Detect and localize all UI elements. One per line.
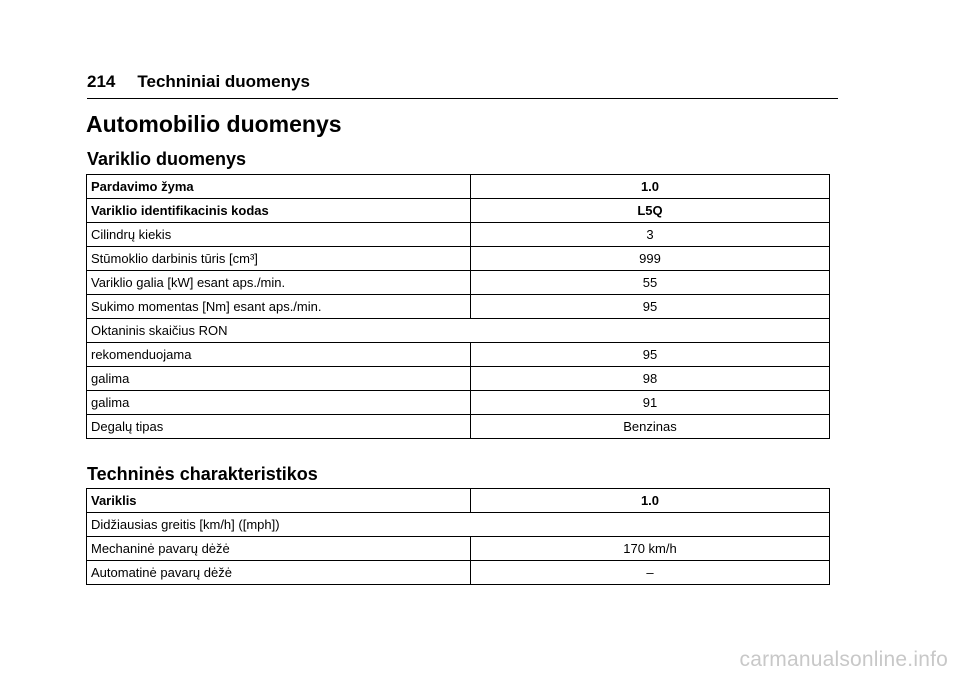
table-row bbox=[87, 391, 830, 415]
performance-data-table bbox=[86, 488, 830, 585]
row-label: Pardavimo žyma bbox=[87, 175, 471, 199]
row-value: 3 bbox=[471, 223, 830, 247]
table-row bbox=[87, 537, 830, 561]
table-row bbox=[87, 343, 830, 367]
row-value: Benzinas bbox=[471, 415, 830, 439]
row-value: 1.0 bbox=[471, 175, 830, 199]
row-value: 95 bbox=[471, 343, 830, 367]
header-section-title: Techniniai duomenys bbox=[137, 72, 310, 91]
row-label: Mechaninė pavarų dėžė bbox=[87, 537, 471, 561]
row-label: Stūmoklio darbinis tūris [cm³] bbox=[87, 247, 471, 271]
table-row bbox=[87, 199, 830, 223]
table-row bbox=[87, 415, 830, 439]
row-label: Didžiausias greitis [km/h] ([mph]) bbox=[87, 513, 830, 537]
row-label: galima bbox=[87, 391, 471, 415]
row-value: 98 bbox=[471, 367, 830, 391]
table-row bbox=[87, 247, 830, 271]
table-row bbox=[87, 271, 830, 295]
row-value: 95 bbox=[471, 295, 830, 319]
row-value: 170 km/h bbox=[471, 537, 830, 561]
table-row bbox=[87, 295, 830, 319]
page-header bbox=[87, 72, 838, 99]
row-value: 1.0 bbox=[471, 489, 830, 513]
row-label: Variklio galia [kW] esant aps./min. bbox=[87, 271, 471, 295]
row-value: L5Q bbox=[471, 199, 830, 223]
row-value: – bbox=[471, 561, 830, 585]
table-row bbox=[87, 561, 830, 585]
engine-data-table bbox=[86, 174, 830, 439]
row-label: Automatinė pavarų dėžė bbox=[87, 561, 471, 585]
row-value: 55 bbox=[471, 271, 830, 295]
table-row bbox=[87, 367, 830, 391]
row-value: 999 bbox=[471, 247, 830, 271]
row-value: 91 bbox=[471, 391, 830, 415]
watermark: carmanualsonline.info bbox=[739, 648, 948, 671]
page-number: 214 bbox=[87, 72, 116, 91]
table-row bbox=[87, 319, 830, 343]
table-row bbox=[87, 489, 830, 513]
row-label: galima bbox=[87, 367, 471, 391]
page-title: Automobilio duomenys bbox=[86, 111, 342, 137]
row-label: Oktaninis skaičius RON bbox=[87, 319, 830, 343]
engine-section-title: Variklio duomenys bbox=[87, 149, 247, 169]
table-row bbox=[87, 513, 830, 537]
row-label: Sukimo momentas [Nm] esant aps./min. bbox=[87, 295, 471, 319]
table-row bbox=[87, 175, 830, 199]
table-row bbox=[87, 223, 830, 247]
row-label: Variklio identifikacinis kodas bbox=[87, 199, 471, 223]
performance-section-title: Techninės charakteristikos bbox=[87, 464, 318, 484]
row-label: Variklis bbox=[87, 489, 471, 513]
row-label: Cilindrų kiekis bbox=[87, 223, 471, 247]
row-label: rekomenduojama bbox=[87, 343, 471, 367]
row-label: Degalų tipas bbox=[87, 415, 471, 439]
